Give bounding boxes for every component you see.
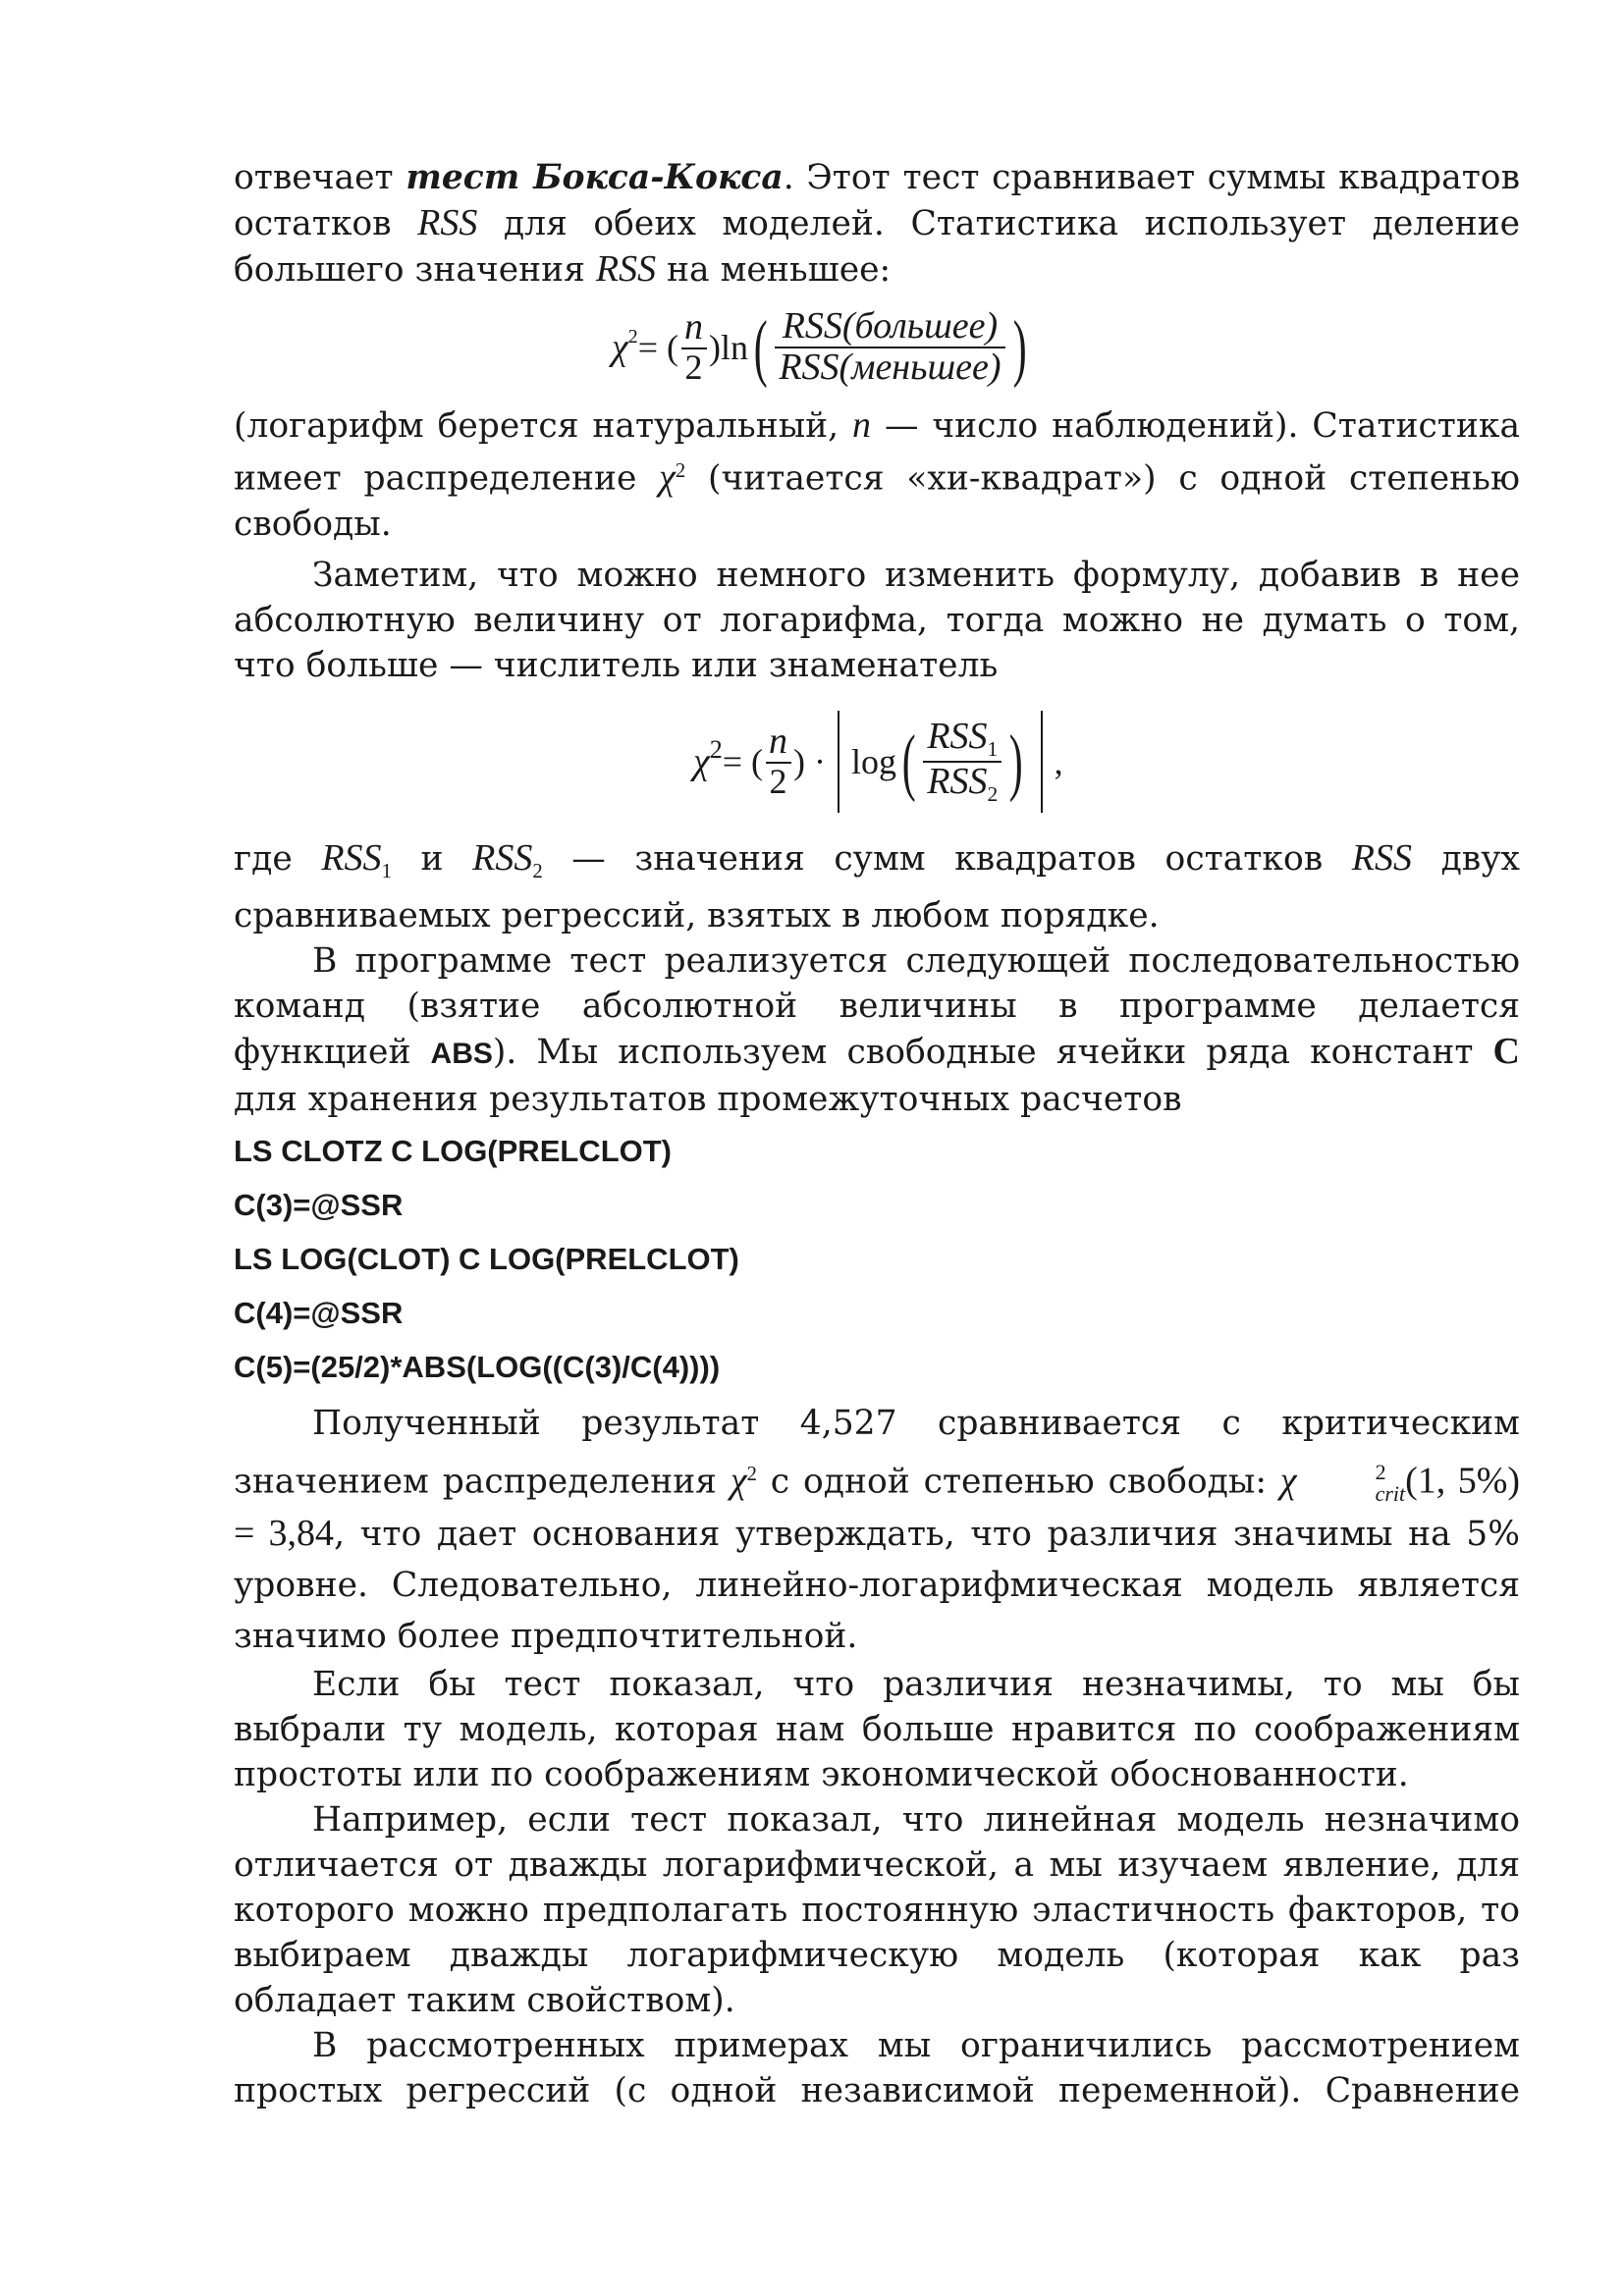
right-paren: ) <box>1009 720 1023 803</box>
math-sup-sub <box>1297 1462 1406 1505</box>
math-subscript: crit <box>1375 1481 1406 1507</box>
text-run: на меньшее: <box>656 250 892 290</box>
math-rss: RSS <box>595 248 657 290</box>
math-chi: χ <box>612 327 628 368</box>
left-paren: ( <box>753 306 768 389</box>
numerator-n: n <box>769 720 788 762</box>
code-line: LS CLOTZ C LOG(PRELCLOT) <box>234 1134 673 1169</box>
paragraph-example: Например, если тест показал, что линейная модель незначимо отличается от дважды логарифмической, а мы изучаем явление, для которого можно предполагать постоянную эластичность факторов, то выбираем дважды логарифмическую модель (которая как раз обладает таким свойством). <box>234 1799 1520 2020</box>
text-run: отвечает <box>234 158 406 197</box>
constant-c: C <box>1492 1031 1520 1073</box>
denominator-2: 2 <box>681 347 707 387</box>
text-run: для обеих моделей. Статистика использует деление большего значения <box>234 204 1520 290</box>
text-run: (читается «хи-квадрат») с одной степенью свободы. <box>234 458 1520 544</box>
text-run: (логарифм берется натуральный, <box>234 406 853 446</box>
math-chi: χ <box>693 740 710 782</box>
math-rss: RSS <box>1351 836 1412 879</box>
math-exponent: 2 <box>675 460 686 482</box>
math-operator: = ( <box>637 328 679 367</box>
denominator-rss2 <box>923 761 1001 806</box>
code-block <box>234 1124 1520 1394</box>
numerator-n: n <box>684 306 704 348</box>
paragraph-rss-definition <box>234 835 1520 939</box>
text-run: — число наблюдений). Статистика имеет распределение <box>234 406 1521 499</box>
formula-chi-square-abs-log <box>234 688 1520 835</box>
abs-bar-left <box>838 711 839 813</box>
code-line: C(3)=@SSR <box>234 1188 404 1223</box>
fraction-rss1-over-rss2 <box>923 715 1001 806</box>
math-exponent: 2 <box>627 326 638 347</box>
text-run: и <box>391 838 473 879</box>
left-paren: ( <box>901 720 916 803</box>
term-box-cox-test: тест Бокса-Кокса <box>406 158 784 197</box>
text-run: В программе тест реализуется следующей последовательностью команд (взятие абсолютной величины в программе делается функцией <box>234 941 1520 1073</box>
text-run: Полученный результат 4,527 сравнивается с критическим значением распределения <box>234 1404 1520 1502</box>
right-paren: ) <box>1012 306 1027 389</box>
code-line: LS LOG(CLOT) C LOG(PRELCLOT) <box>234 1242 739 1277</box>
numerator-rss-bigger: RSS(большее) <box>782 305 999 347</box>
text-run: . Этот тест сравнивает суммы квадратов остатков <box>234 158 1520 243</box>
paragraph-insignificant: Если бы тест показал, что различия незначимы, то мы бы выбрали ту модель, которая нам больше нравится по соображениям простоты или по соображениям экономической обоснованности. <box>234 1664 1520 1794</box>
abs-bar-right <box>1041 711 1043 813</box>
text-run: — значения сумм квадратов остатков <box>542 838 1352 879</box>
denominator-2: 2 <box>766 762 791 801</box>
numerator-rss1 <box>923 715 1001 761</box>
text-run: ). Мы используем свободные ячейки ряда констант <box>492 1033 1493 1073</box>
code-line: C(5)=(25/2)*ABS(LOG((C(3)/C(4)))) <box>234 1350 721 1385</box>
math-subscript: 2 <box>532 860 543 882</box>
math-operator: ) · <box>793 741 826 781</box>
math-subscript: 2 <box>987 781 999 806</box>
math-rss: RSS <box>927 760 988 802</box>
math-subscript: 1 <box>381 860 392 882</box>
math-chi-crit: χ <box>1279 1460 1297 1502</box>
text-run: двух сравниваемых регрессий, взятых в любом порядке. <box>234 838 1520 936</box>
fraction-n-over-2 <box>680 308 707 387</box>
math-rss: RSS <box>417 202 478 243</box>
paragraph-log-note <box>234 402 1520 547</box>
math-exponent: 2 <box>709 734 723 764</box>
math-log: log <box>851 741 897 781</box>
math-chi: χ <box>659 456 676 499</box>
text-run: с одной степенью свободы: <box>756 1462 1280 1502</box>
math-ln: )ln <box>709 328 749 367</box>
fraction-rss-ratio <box>775 307 1004 388</box>
math-rss: RSS <box>472 836 533 879</box>
paragraph-box-cox-intro <box>234 155 1520 293</box>
fraction-n-over-2 <box>765 722 791 801</box>
math-comma: , <box>1054 741 1063 781</box>
denominator-rss-smaller: RSS(меньшее) <box>775 347 1004 388</box>
math-rss: RSS <box>321 836 382 879</box>
math-operator: = ( <box>722 741 764 781</box>
formula-chi-square-ln <box>234 293 1520 402</box>
paragraph-simple-regressions: В рассмотренных примерах мы ограничились рассмотрением простых регрессий (с одной независимой переменной). Сравнение <box>234 2025 1520 2110</box>
math-exponent: 2 <box>746 1464 757 1486</box>
math-n: n <box>852 404 872 446</box>
paragraph-abs-modification: Заметим, что можно немного изменить формулу, добавив в нее абсолютную величину от логарифма, тогда можно не думать о том, что больше — числитель или знаменатель <box>234 555 1520 685</box>
math-exponent: 2 <box>1375 1460 1386 1485</box>
function-abs: ABS <box>430 1038 493 1071</box>
text-run: , что дает основания утверждать, что различия значимы на 5% уровне. Следовательно, линейно-логарифмическая модель является значимо более предпочтительной. <box>234 1514 1520 1656</box>
math-chi: χ <box>730 1460 747 1502</box>
code-line: C(4)=@SSR <box>234 1296 404 1331</box>
math-crit-value: (1, 5%) = 3,84 <box>234 1460 1521 1554</box>
text-run: где <box>234 838 322 879</box>
paragraph-program-intro <box>234 938 1520 1122</box>
math-subscript: 1 <box>987 736 999 761</box>
text-run: для хранения результатов промежуточных расчетов <box>234 1080 1182 1120</box>
document-page <box>234 155 1520 2113</box>
paragraph-result <box>234 1398 1520 1662</box>
math-rss: RSS <box>927 715 988 757</box>
